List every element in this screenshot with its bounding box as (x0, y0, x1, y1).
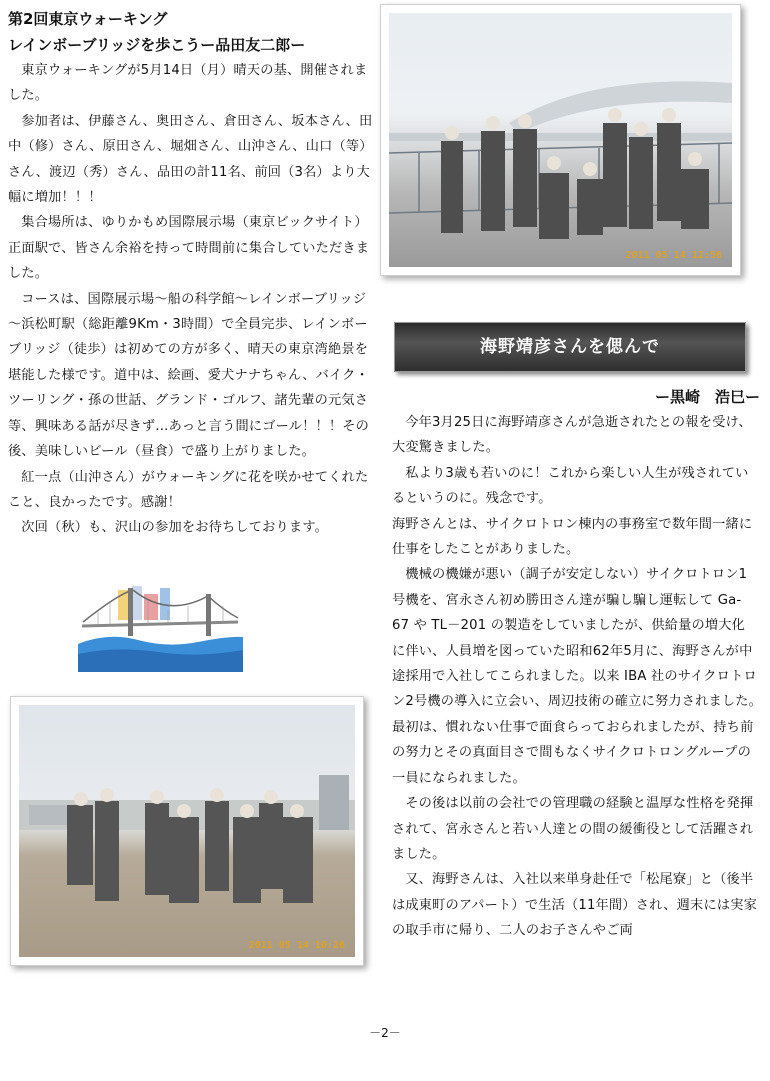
walking-subtitle: レインボーブリッジを歩こうー品田友二郎ー (8, 36, 306, 54)
photo-date-stamp: 2011 05 14 10:26 (248, 940, 345, 951)
memorial-title: 海野靖彦さんを偲んで (480, 337, 660, 357)
group-photo-bridge (380, 4, 741, 276)
memorial-paragraph: 海野さんとは、サイクロトロン棟内の事務室で数年間一緒に仕事をしたことがありました。 (392, 516, 753, 558)
memorial-article (392, 410, 769, 944)
memorial-banner (394, 322, 746, 372)
memorial-paragraph: 又、海野さんは、入社以来単身赴任で「松尾寮」と（後半は成東町のアパート）で生活（11年間）され、週末には実家の取手市に帰り、二人のお子さんやご両 (392, 872, 757, 939)
memorial-paragraph: 機械の機嫌が悪い（調子が安定しない）サイクロトロン1号機を、宮永さん初め勝田さん達が騙し騙し運転して Ga-67 や TL－201 の製造をしていましたが、供給量の増大化に伴い、人員増を図っていた昭和62年5月に、海野さんが中途採用で入社してこられました。以来 IBA 社のサイクロトロン2号機の導入に立会い、周辺技術の確立に努力されました。 最初は、慣れない仕事で面食らっておられましたが、持ち前の努力とその真面目さで間もなくサイクロトロングループの一員になられました。 (392, 567, 769, 786)
walking-article (8, 6, 373, 541)
walking-title: 第2回東京ウォーキング (8, 10, 168, 28)
rainbow-bridge-illustration (78, 582, 243, 672)
walking-paragraph: 次回（秋）も、沢山の参加をお待ちしております。 (21, 520, 329, 536)
memorial-paragraph: その後は以前の会社での管理職の経験と温厚な性格を発揮されて、宮永さんと若い人達との間の緩衝役として活躍されました。 (392, 796, 754, 862)
page-number: －2－ (369, 1026, 401, 1040)
memorial-byline: ー黒崎 浩巳ー (654, 388, 760, 406)
group-photo-plaza (10, 696, 364, 966)
walking-paragraph: 東京ウォーキングが5月14日（月）晴天の基、開催されました。 (8, 63, 368, 104)
walking-paragraph: 集合場所は、ゆりかもめ国際展示場（東京ビックサイト）正面駅で、皆さん余裕を持って時間前に集合していただきました。 (8, 215, 370, 282)
memorial-paragraph: 私より3歳も若いのに！これから楽しい人生が残されているというのに。残念です。 (392, 465, 749, 507)
walking-paragraph: 紅一点（山沖さん）がウォーキングに花を咲かせてくれたこと、良かったです。感謝！ (8, 469, 369, 510)
memorial-paragraph: 今年3月25日に海野靖彦さんが急逝されたとの報を受け、大変驚きました。 (392, 415, 752, 456)
walking-paragraph: コースは、国際展示場～船の科学館～レインボーブリッジ～浜松町駅（総距離9Km・3時間）で全員完歩、レインボーブリッジ（徒歩）は初めての方が多く、晴天の東京湾絶景を堪能した様です。道中は、絵画、愛犬ナナちゃん、バイク・ツーリング・孫の世話、グランド・ゴルフ、諸先輩の元気さ等、興味ある話が尽きず…あっと言う間にゴール！！！その後、美味しいビール（昼食）で盛り上がりました。 (8, 291, 370, 460)
walking-paragraph: 参加者は、伊藤さん、奥田さん、倉田さん、坂本さん、田中（修）さん、原田さん、堀畑さん、山沖さん、山口（等）さん、渡辺（秀）さん、品田の計11名、前回（3名）より大幅に増加！！！ (8, 113, 373, 206)
photo-date-stamp: 2011 05 14 12:56 (625, 250, 722, 261)
